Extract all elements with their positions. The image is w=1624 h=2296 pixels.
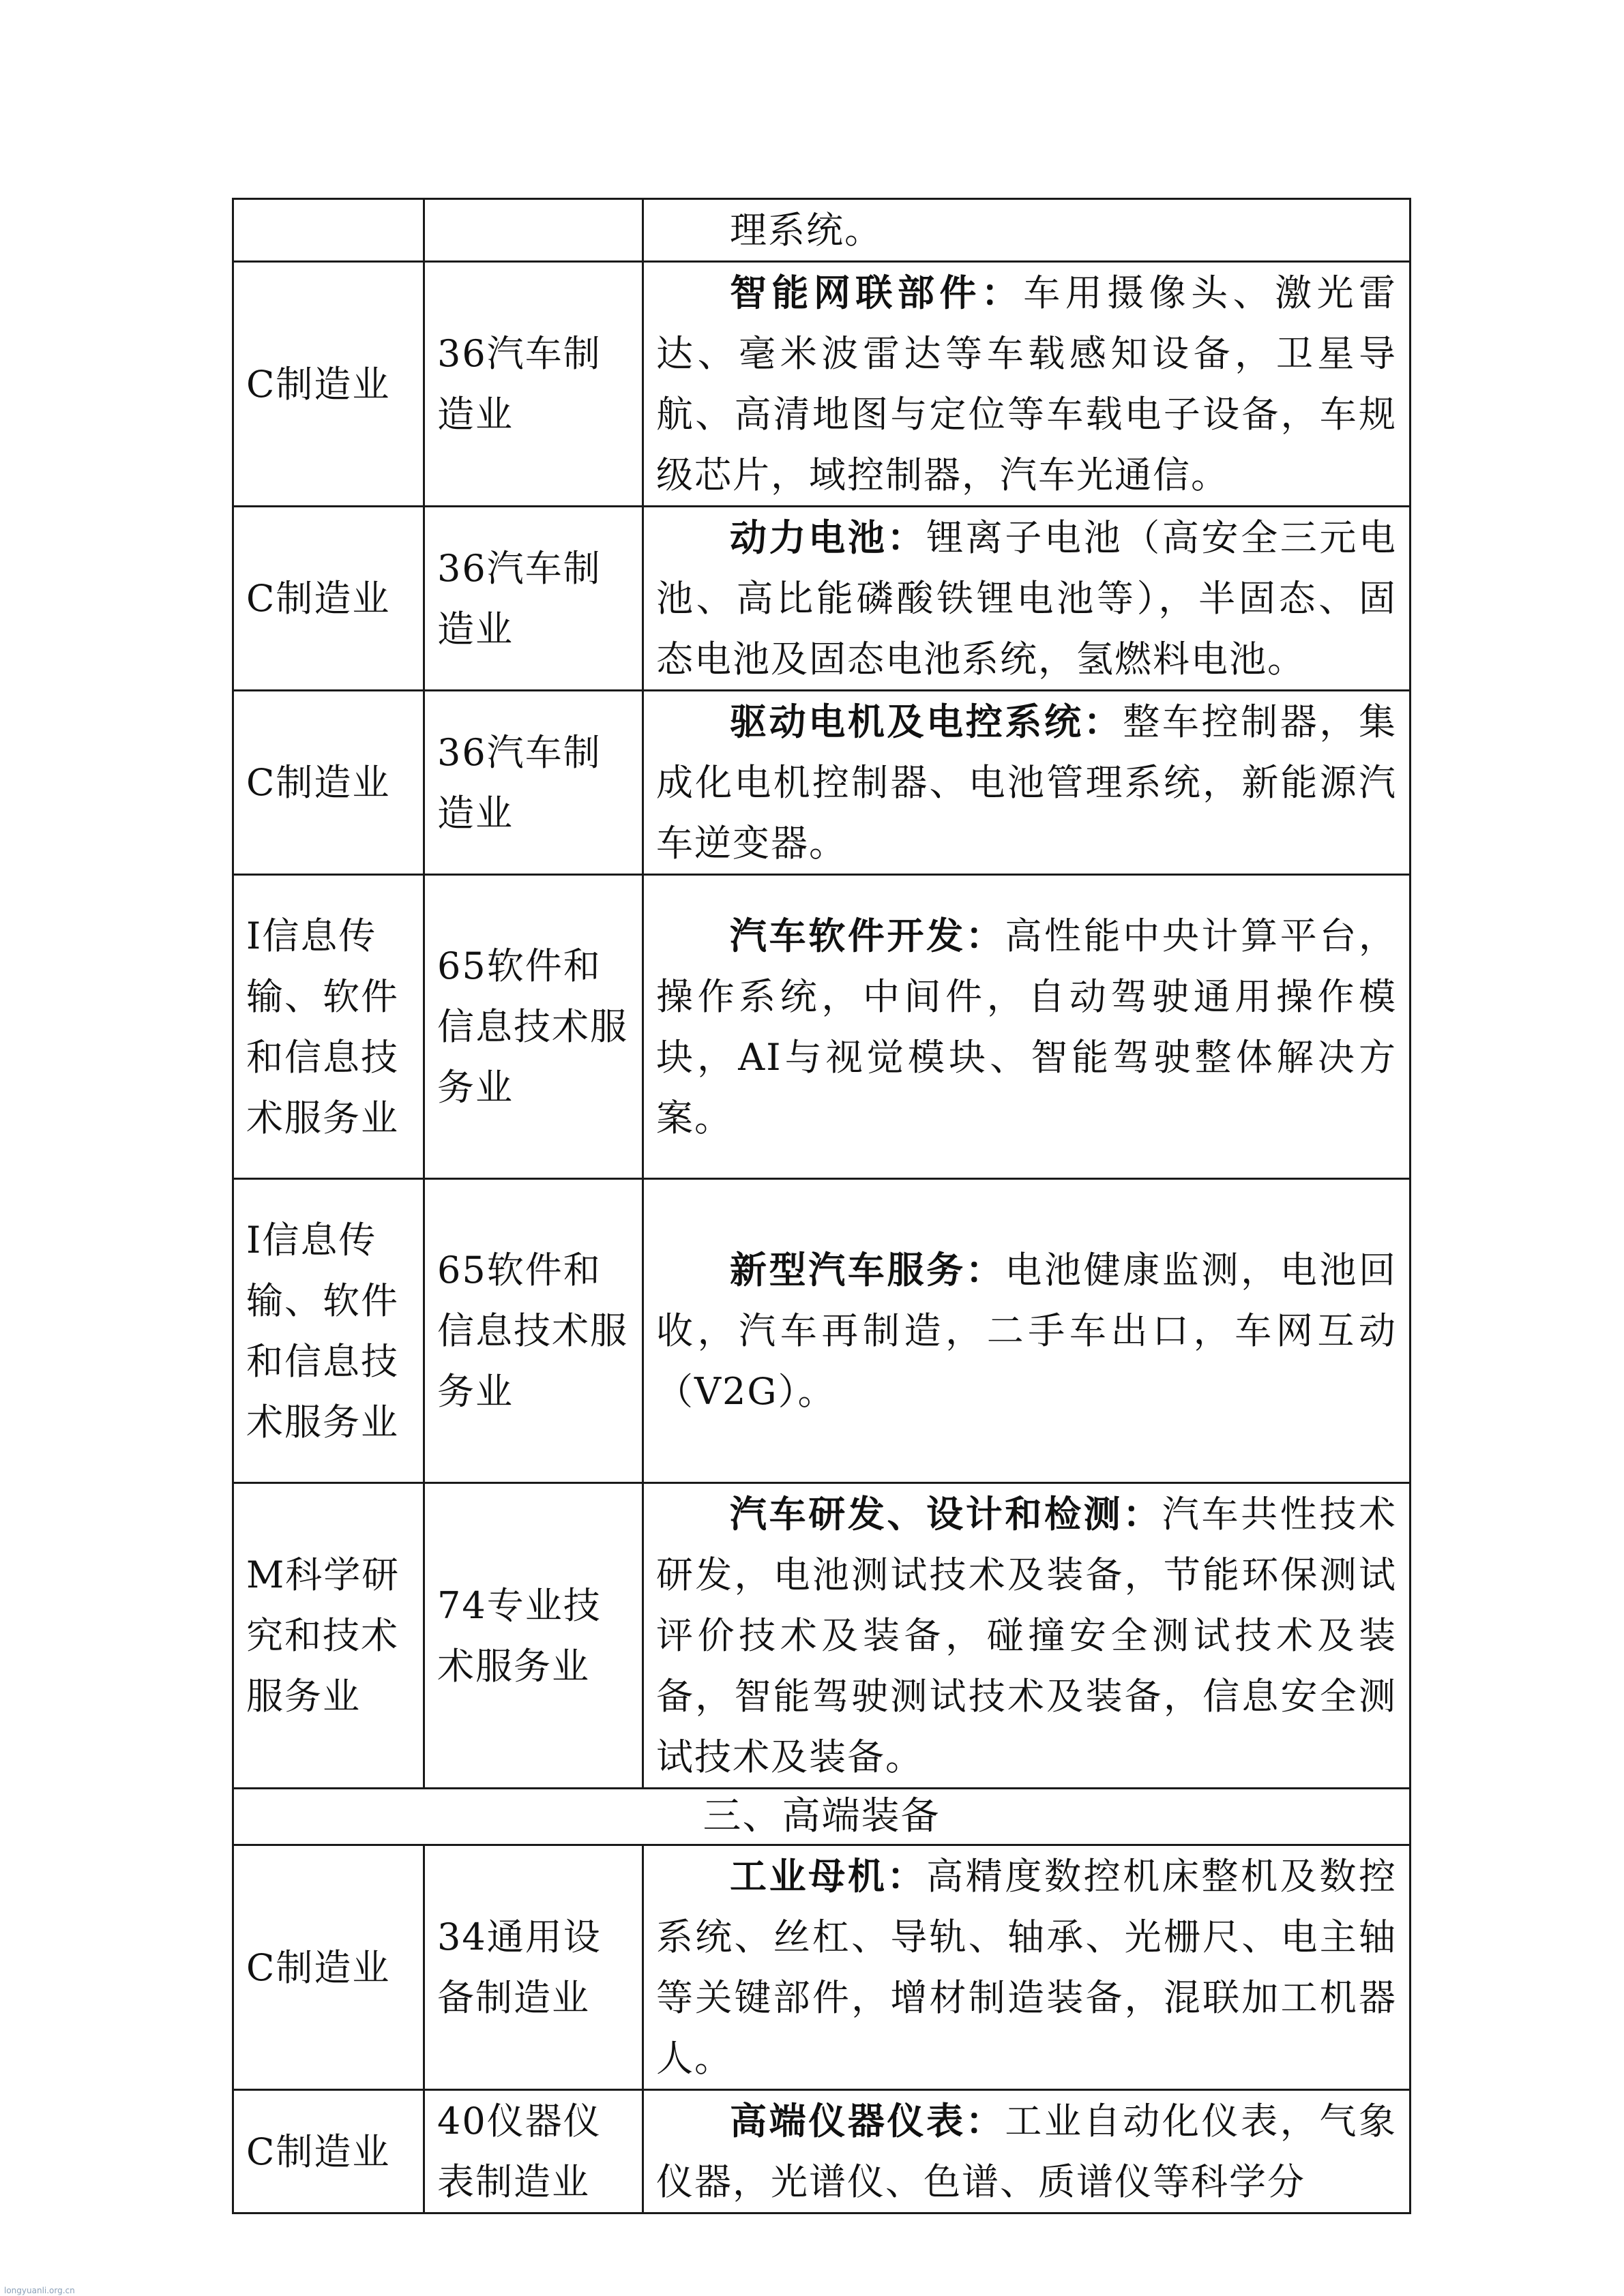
industry-cell: 36汽车制造业 [424,691,643,875]
description-text [656,507,1397,689]
product-term: 新型汽车服务： [730,1248,1005,1292]
product-detail: 高精度数控机床整机及数控系统、丝杠、导轨、轴承、光栅尺、电主轴等关键部件，增材制造装备，混联加工机器人。 [656,1855,1397,2080]
description-text [656,1240,1397,1422]
product-detail: 整车控制器，集成化电机控制器、电池管理系统，新能源汽车逆变器。 [656,700,1397,865]
description-text [656,906,1397,1148]
description-text [656,263,1397,505]
category-cell: M科学研究和技术服务业 [233,1483,424,1789]
table-row [233,199,1411,262]
category-cell: I信息传输、软件和信息技术服务业 [233,1179,424,1483]
table-row [233,1483,1411,1789]
category-cell: I信息传输、软件和信息技术服务业 [233,875,424,1179]
industry-catalog-table [232,198,1411,2214]
industry-cell [424,199,643,262]
site-watermark: longyuanli.org.cn [4,2286,75,2295]
product-detail: 车用摄像头、激光雷达、毫米波雷达等车载感知设备，卫星导航、高清地图与定位等车载电子设备，车规级芯片，域控制器，汽车光通信。 [656,271,1398,496]
industry-cell: 40仪器仪表制造业 [424,2090,643,2213]
table-row [233,691,1411,875]
description-cell [643,507,1411,691]
description-text [656,691,1397,874]
product-detail: 锂离子电池（高安全三元电池、高比能磷酸铁锂电池等），半固态、固态电池及固态电池系统，氢燃料电池。 [656,516,1397,681]
category-cell: C制造业 [233,1845,424,2090]
industry-cell: 74专业技术服务业 [424,1483,643,1789]
product-term: 驱动电机及电控系统： [730,700,1123,743]
table-row [233,1845,1411,2090]
category-cell: C制造业 [233,262,424,507]
industry-cell: 36汽车制造业 [424,507,643,691]
table-row [233,262,1411,507]
product-term: 智能网联部件： [730,271,1024,314]
category-cell [233,199,424,262]
table-row [233,1179,1411,1483]
description-cell [643,691,1411,875]
table-row [233,507,1411,691]
description-cell [643,1483,1411,1789]
industry-cell: 65软件和信息技术服务业 [424,1179,643,1483]
description-cell [643,199,1411,262]
category-cell: C制造业 [233,507,424,691]
product-detail: 汽车共性技术研发，电池测试技术及装备，节能环保测试评价技术及装备，碰撞安全测试技术及装备，智能驾驶测试技术及装备，信息安全测试技术及装备。 [656,1493,1397,1778]
product-detail: 高性能中央计算平台，操作系统，中间件，自动驾驶通用操作模块，AI与视觉模块、智能驾驶整体解决方案。 [656,914,1397,1139]
description-text [656,1484,1397,1787]
product-detail: 电池健康监测，电池回收，汽车再制造，二手车出口，车网互动（V2G）。 [656,1249,1397,1413]
industry-cell: 34通用设备制造业 [424,1845,643,2090]
description-cell [643,875,1411,1179]
industry-cell: 36汽车制造业 [424,262,643,507]
product-detail: 工业自动化仪表，气象仪器，光谱仪、色谱、质谱仪等科学分 [656,2100,1397,2203]
product-term: 工业母机： [730,1854,927,1898]
category-cell: C制造业 [233,691,424,875]
table-row [233,2090,1411,2213]
industry-cell: 65软件和信息技术服务业 [424,875,643,1179]
description-text [656,1846,1397,2089]
description-cell [643,2090,1411,2213]
description-cell [643,262,1411,507]
description-cell [643,1179,1411,1483]
product-term: 汽车软件开发： [730,913,1005,957]
description-text [656,2091,1397,2212]
product-term: 汽车研发、设计和检测： [730,1492,1162,1536]
section-heading: 三、高端装备 [233,1789,1411,1845]
category-cell: C制造业 [233,2090,424,2213]
table-row [233,875,1411,1179]
product-term: 动力电池： [730,516,927,559]
section-heading-row [233,1789,1411,1845]
product-term: 高端仪器仪表： [730,2099,1005,2143]
description-cell [643,1845,1411,2090]
description-continuation: 理系统。 [730,209,883,252]
